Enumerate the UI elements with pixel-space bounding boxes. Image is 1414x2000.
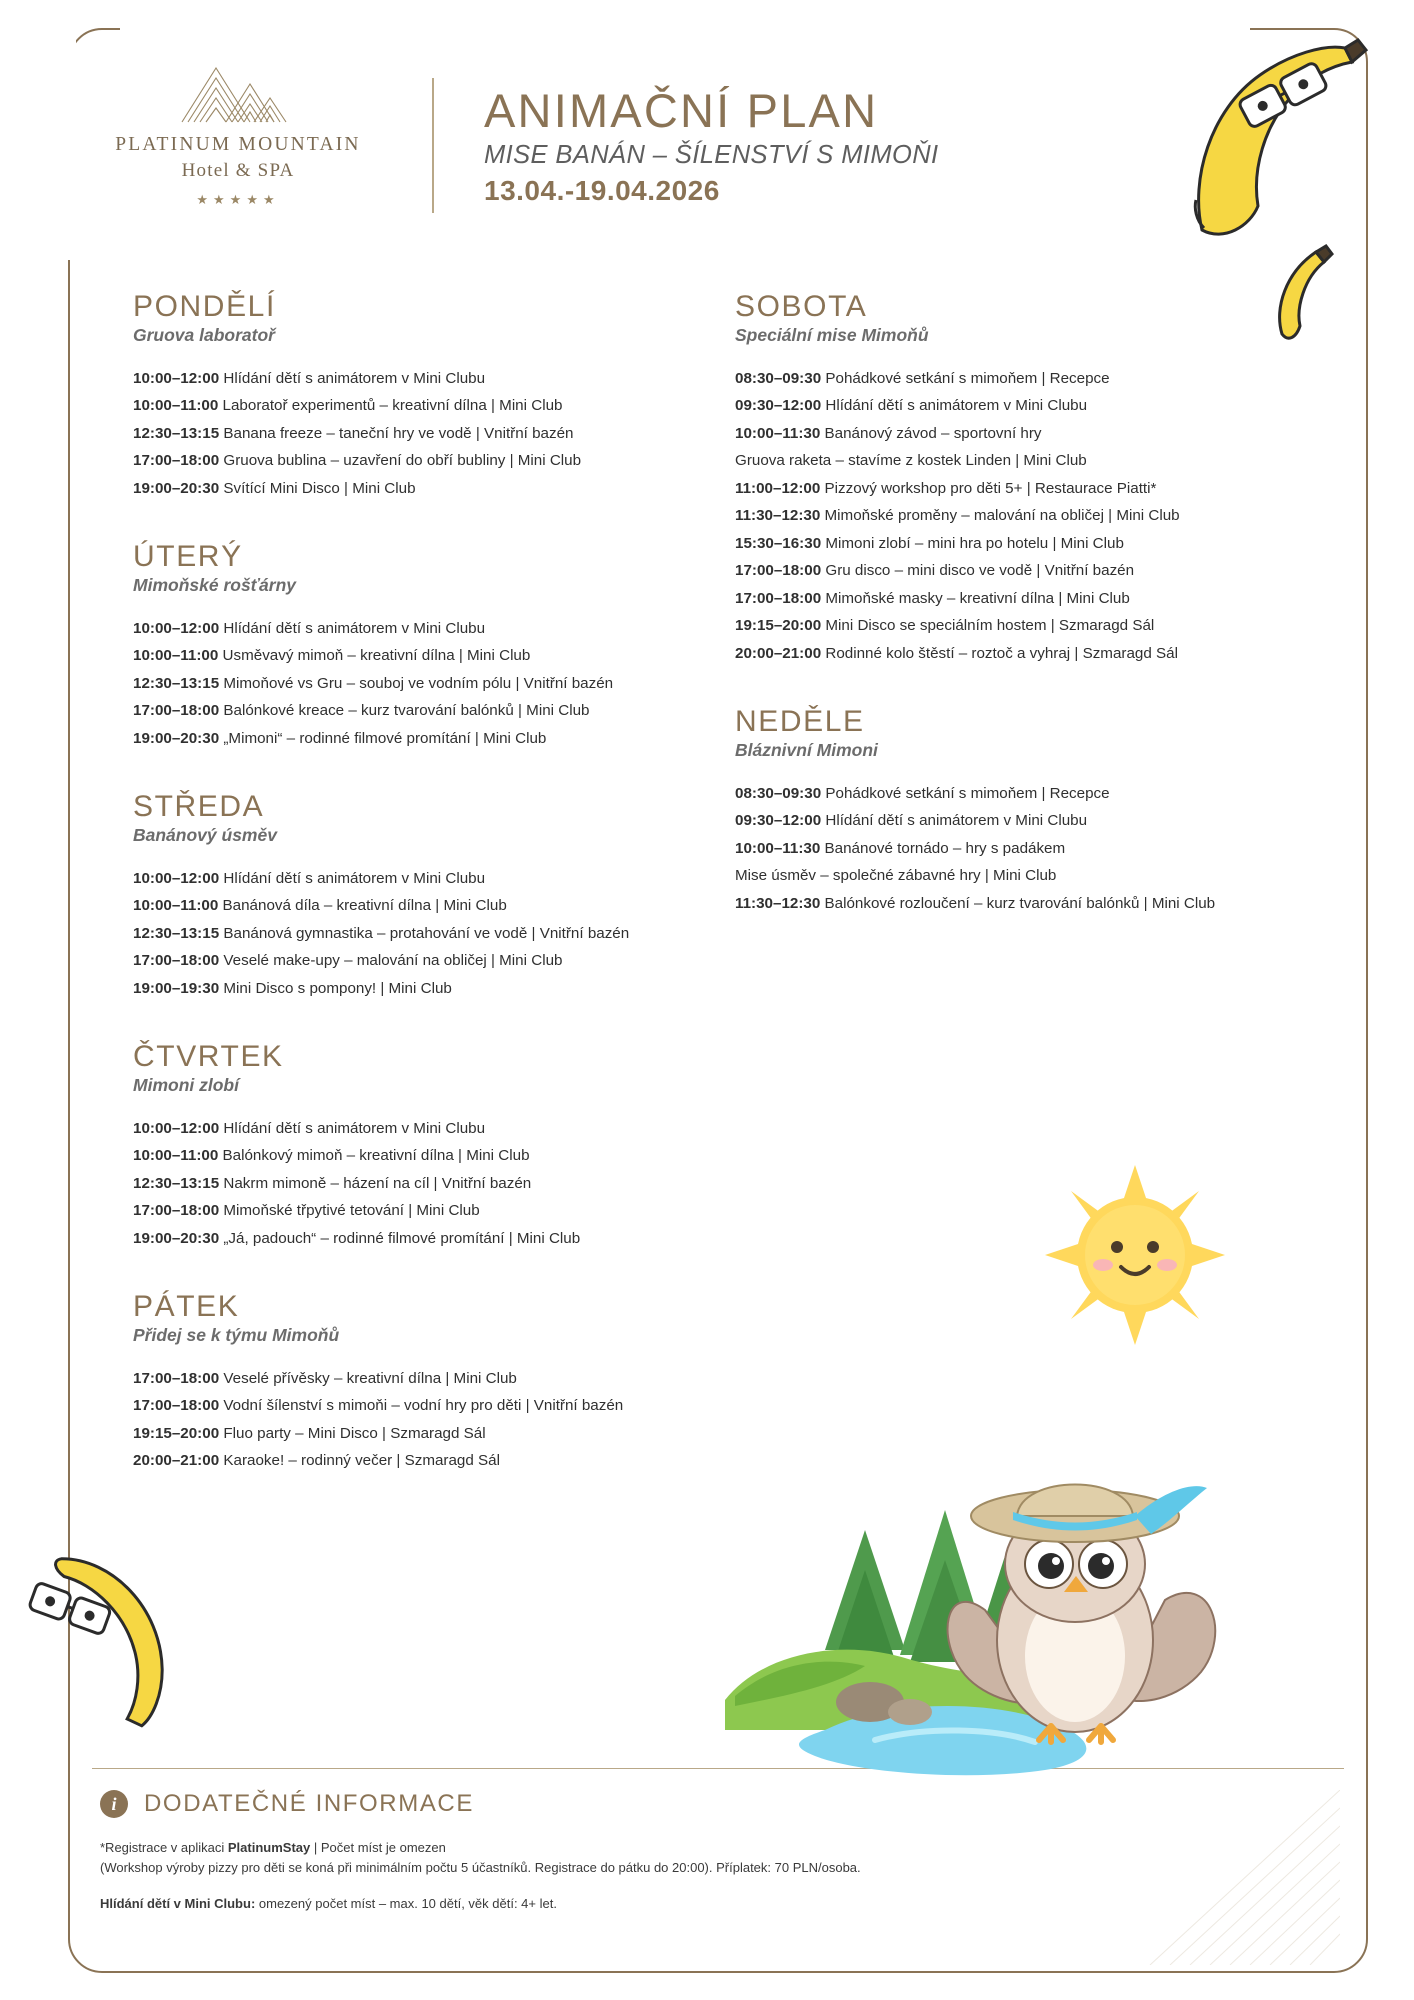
day-block [133,1040,693,1252]
event-item [735,640,1295,668]
info-title: DODATEČNÉ INFORMACE [144,1790,474,1817]
day-event-list [133,1115,693,1253]
event-item [735,862,1295,890]
day-title: PÁTEK [133,1290,240,1324]
day-block [735,290,1295,667]
event-time: 17:00–18:00 [133,1397,220,1415]
event-description: Gru disco – mini disco ve vodě | Vnitřní bazén [825,562,1135,580]
header-divider [432,78,434,213]
event-description: Veselé make-upy – malování na obličej | Mini Club [223,952,563,970]
event-time: 08:30–09:30 [735,369,822,387]
smiling-sun-icon [1035,1155,1235,1355]
brand-logo [88,58,388,208]
event-item [133,1170,693,1198]
event-description: Mini Disco s pompony! | Mini Club [223,979,452,997]
event-item [133,1392,693,1420]
day-title: SOBOTA [735,290,868,323]
brand-name: PLATINUM MOUNTAIN [115,134,361,155]
info-header [100,1790,474,1818]
event-item [735,807,1295,835]
event-description: Hlídání dětí s animátorem v Mini Clubu [825,397,1088,415]
event-time: 17:00–18:00 [133,952,220,970]
event-description: Laboratoř experimentů – kreativní dílna | Mini Club [222,397,563,415]
event-description: Banánová gymnastika – protahování ve vodě | Vnitřní bazén [223,924,630,942]
event-item [133,420,693,448]
event-description: Banánový závod – sportovní hry [824,424,1042,442]
event-time: 20:00–21:00 [735,644,822,662]
event-time: 17:00–18:00 [133,1202,220,1220]
event-item [735,420,1295,448]
event-time: 10:00–11:00 [133,1147,219,1165]
brand-subtitle: Hotel & SPA [181,160,295,181]
event-time: 10:00–11:00 [133,647,219,665]
event-time: 10:00–12:00 [133,619,220,637]
event-item [735,612,1295,640]
event-time: 11:30–12:30 [735,894,821,912]
event-item [133,975,693,1003]
event-item [133,1197,693,1225]
event-item [133,615,693,643]
event-item [133,1225,693,1253]
event-item [735,392,1295,420]
event-item [735,890,1295,918]
event-description: Pizzový workshop pro děti 5+ | Restaurace Piatti* [824,479,1157,497]
event-description: Hlídání dětí s animátorem v Mini Clubu [825,812,1088,830]
info-app-name: PlatinumStay [227,1840,311,1855]
event-description: Fluo party – Mini Disco | Szmaragd Sál [223,1424,486,1442]
event-item [133,642,693,670]
event-time: 12:30–13:15 [133,424,220,442]
day-title: NEDĚLE [735,705,865,739]
day-theme: Mimoni zlobí [133,1074,239,1095]
event-item [735,557,1295,585]
event-time: 17:00–18:00 [735,589,822,607]
event-description: Balónkové rozloučení – kurz tvarování balónků | Mini Club [824,894,1216,912]
event-time: 19:15–20:00 [133,1424,220,1442]
event-description: Mimoňské třpytivé tetování | Mini Club [223,1202,480,1220]
info-line-pizza: (Workshop výroby pizzy pro děti se koná při minimálním počtu 5 účastníků. Registrace do pátku do 20:00). Příplatek: 70 PLN/osoba. [100,1860,861,1875]
event-time: 10:00–12:00 [133,1119,220,1137]
day-block [133,790,693,1002]
info-childcare-text: omezený počet míst – max. 10 dětí, věk dětí: 4+ let. [255,1896,557,1911]
day-block [133,1290,693,1475]
day-theme: Bláznivní Mimoni [735,739,878,760]
event-time: 10:00–11:30 [735,424,821,442]
event-description: Mise úsměv – společné zábavné hry | Mini Club [735,867,1057,885]
event-description: Banánové tornádo – hry s padákem [824,839,1066,857]
event-item [735,475,1295,503]
event-description: Mini Disco se speciálním hostem | Szmaragd Sál [825,617,1155,635]
event-item [133,365,693,393]
day-title: PONDĚLÍ [133,290,276,323]
owl-forest-illustration [705,1400,1305,1780]
event-time: 09:30–12:00 [735,397,822,415]
event-description: Gruova bublina – uzavření do obří bubliny | Mini Club [223,452,582,470]
event-description: Svítící Mini Disco | Mini Club [223,479,416,497]
event-description: Veselé přívěsky – kreativní dílna | Mini Club [223,1369,517,1387]
event-item [133,447,693,475]
day-block [133,290,693,502]
event-time: 20:00–21:00 [133,1452,220,1470]
event-time: 17:00–18:00 [133,702,220,720]
event-description: „Mimoni“ – rodinné filmové promítání | Mini Club [223,729,547,747]
event-time: 19:15–20:00 [735,617,822,635]
event-time: 15:30–16:30 [735,534,822,552]
day-theme: Speciální mise Mimoňů [735,324,929,345]
event-description: Mimoňské proměny – malování na obličej | Mini Club [824,507,1180,525]
event-item [133,947,693,975]
event-item [735,530,1295,558]
page-subtitle: MISE BANÁN – ŠÍLENSTVÍ S MIMOŇI [484,141,939,170]
event-time: 08:30–09:30 [735,784,822,802]
event-item [735,365,1295,393]
event-item [133,1115,693,1143]
event-description: Banana freeze – taneční hry ve vodě | Vnitřní bazén [223,424,574,442]
event-item [735,835,1295,863]
day-block [133,540,693,752]
event-time: 17:00–18:00 [735,562,822,580]
event-time: 12:30–13:15 [133,674,220,692]
event-item [735,447,1295,475]
day-theme: Gruova laboratoř [133,324,275,345]
day-theme: Přidej se k týmu Mimoňů [133,1324,340,1345]
event-time: 19:00–19:30 [133,979,220,997]
event-item [133,1447,693,1475]
event-item [133,697,693,725]
info-separator [92,1768,1344,1769]
brand-stars: ★★★★★ [196,192,280,207]
day-event-list [735,365,1295,668]
event-description: Balónkové kreace – kurz tvarování balónků | Mini Club [223,702,590,720]
event-item [133,670,693,698]
event-time: 17:00–18:00 [133,452,220,470]
page-title: ANIMAČNÍ PLAN [484,84,879,137]
event-time: 17:00–18:00 [133,1369,220,1387]
day-title: ÚTERÝ [133,540,243,574]
schedule-column-left [133,290,693,1513]
event-time: 19:00–20:30 [133,1229,220,1247]
event-description: Balónkový mimoň – kreativní dílna | Mini Club [222,1147,530,1165]
day-event-list [735,780,1295,918]
event-item [133,1365,693,1393]
mountain-logo-icon [168,58,308,124]
day-event-list [133,1365,693,1475]
event-item [133,1142,693,1170]
event-description: Hlídání dětí s animátorem v Mini Clubu [223,369,486,387]
info-reg-pre: *Registrace v aplikaci [100,1840,228,1855]
event-time: 10:00–11:30 [735,839,821,857]
info-line-childcare [100,1894,1200,1914]
event-description: Mimoňové vs Gru – souboj ve vodním pólu | Vnitřní bazén [223,674,614,692]
event-time: 11:30–12:30 [735,507,821,525]
day-theme: Banánový úsměv [133,824,277,845]
event-description: Gruova raketa – stavíme z kostek Linden | Mini Club [735,452,1087,470]
event-description: Karaoke! – rodinný večer | Szmaragd Sál [223,1452,500,1470]
event-description: Hlídání dětí s animátorem v Mini Clubu [223,1119,486,1137]
event-description: Usměvavý mimoň – kreativní dílna | Mini Club [222,647,531,665]
event-description: Mimoňské masky – kreativní dílna | Mini Club [825,589,1130,607]
event-description: Pohádkové setkání s mimoňem | Recepce [825,369,1110,387]
border-mask-top [120,20,1250,38]
day-event-list [133,365,693,503]
header-text-block [484,86,939,207]
event-description: Hlídání dětí s animátorem v Mini Clubu [223,619,486,637]
event-item [133,725,693,753]
event-item [133,392,693,420]
event-description: Nakrm mimoně – házení na cíl | Vnitřní bazén [223,1174,532,1192]
day-title: ČTVRTEK [133,1040,284,1074]
info-icon: i [100,1790,128,1818]
event-item [133,920,693,948]
event-item [133,865,693,893]
event-time: 09:30–12:00 [735,812,822,830]
day-event-list [133,865,693,1003]
event-time: 10:00–11:00 [133,397,219,415]
event-time: 12:30–13:15 [133,1174,220,1192]
schedule-column-right [735,290,1295,955]
event-time: 19:00–20:30 [133,729,220,747]
event-item [735,585,1295,613]
day-title: STŘEDA [133,790,265,824]
event-item [133,1420,693,1448]
event-item [735,502,1295,530]
event-time: 10:00–12:00 [133,369,220,387]
event-description: Banánová díla – kreativní dílna | Mini Club [222,897,507,915]
info-body [100,1838,1200,1914]
event-description: Rodinné kolo štěstí – roztoč a vyhraj | Szmaragd Sál [825,644,1178,662]
day-event-list [133,615,693,753]
event-time: 12:30–13:15 [133,924,220,942]
event-item [735,780,1295,808]
poster-header [60,40,1360,240]
day-block [735,705,1295,917]
info-childcare-label: Hlídání dětí v Mini Clubu: [100,1896,256,1911]
event-time: 10:00–12:00 [133,869,220,887]
event-description: Vodní šílenství s mimoňi – vodní hry pro děti | Vnitřní bazén [223,1397,624,1415]
event-description: Pohádkové setkání s mimoňem | Recepce [825,784,1110,802]
event-item [133,475,693,503]
info-line-registration [100,1838,1200,1858]
event-time: 19:00–20:30 [133,479,220,497]
event-time: 10:00–11:00 [133,897,219,915]
day-theme: Mimoňské rošťárny [133,574,297,595]
event-description: Hlídání dětí s animátorem v Mini Clubu [223,869,486,887]
banana-bottom-left-icon [10,1540,200,1730]
event-description: Mimoni zlobí – mini hra po hotelu | Mini Club [825,534,1124,552]
event-time: 11:00–12:00 [735,479,821,497]
page-dates: 13.04.-19.04.2026 [484,175,720,207]
event-description: „Já, padouch“ – rodinné filmové promítání | Mini Club [223,1229,581,1247]
info-reg-post: | Počet míst je omezen [310,1840,446,1855]
event-item [133,892,693,920]
